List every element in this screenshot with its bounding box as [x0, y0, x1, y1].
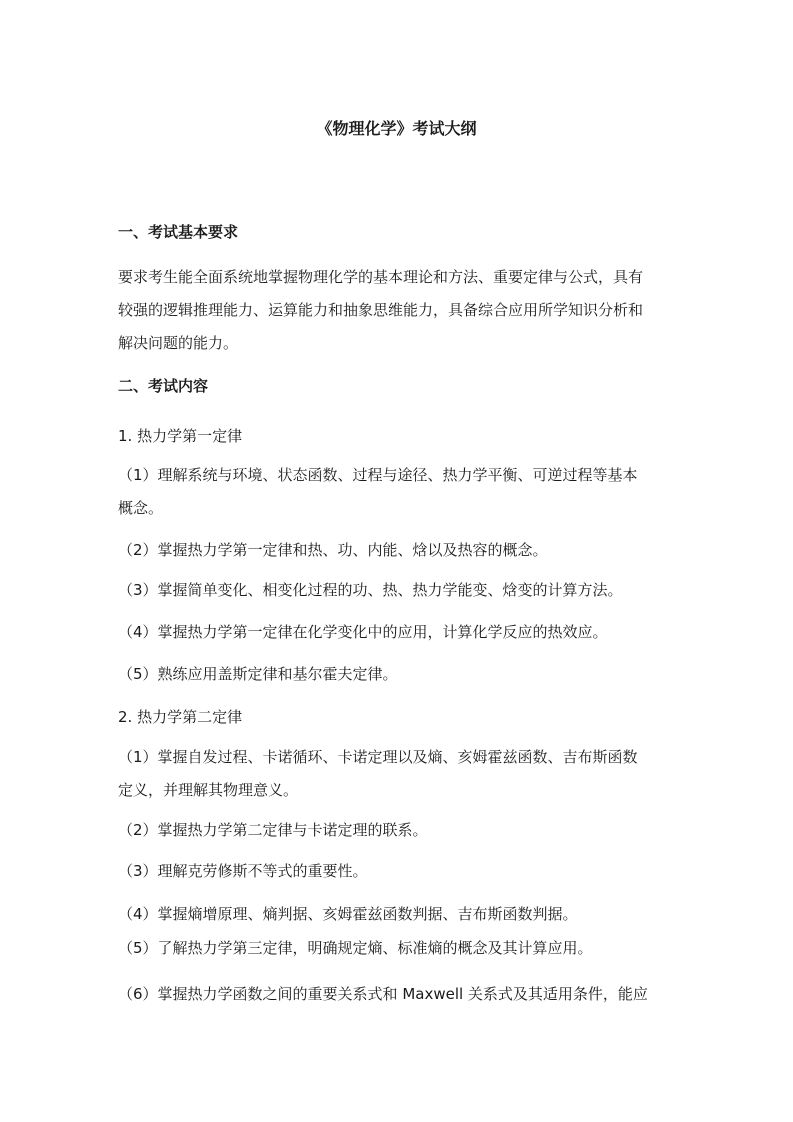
list-item [118, 741, 676, 807]
list-item: （3）理解克劳修斯不等式的重要性。 [118, 862, 368, 880]
list-item: （2）掌握热力学第一定律和热、功、内能、焓以及热容的概念。 [118, 541, 548, 559]
list-item [118, 459, 676, 525]
list-item: （4）掌握熵增原理、熵判据、亥姆霍兹函数判据、吉布斯函数判据。 [118, 905, 578, 923]
document-title: 《物理化学》考试大纲 [316, 119, 477, 138]
list-item-line: 概念。 [118, 499, 164, 517]
list-item-line: 定义，并理解其物理意义。 [118, 781, 299, 799]
list-item: （6）掌握热力学函数之间的重要关系式和 Maxwell 关系式及其适用条件，能应 [118, 985, 648, 1003]
paragraph-line: 解决问题的能力。 [118, 334, 239, 352]
list-item: （5）熟练应用盖斯定律和基尔霍夫定律。 [118, 665, 398, 683]
section-heading-content: 二、考试内容 [118, 377, 209, 395]
list-item: （5）了解热力学第三定律，明确规定熵、标准熵的概念及其计算应用。 [118, 939, 593, 957]
requirements-paragraph [118, 261, 676, 360]
paragraph-line: 较强的逻辑推理能力、运算能力和抽象思维能力，具备综合应用所学知识分析和 [118, 301, 644, 319]
list-item: （4）掌握热力学第一定律在化学变化中的应用，计算化学反应的热效应。 [118, 623, 608, 641]
subsection-title-second-law: 2. 热力学第二定律 [118, 708, 243, 726]
section-heading-requirements: 一、考试基本要求 [118, 223, 239, 241]
list-item-line: （1）理解系统与环境、状态函数、过程与途径、热力学平衡、可逆过程等基本 [118, 466, 638, 484]
list-item-line: （1）掌握自发过程、卡诺循环、卡诺定理以及熵、亥姆霍兹函数、吉布斯函数 [118, 748, 638, 766]
subsection-title-first-law: 1. 热力学第一定律 [118, 427, 243, 445]
list-item: （2）掌握热力学第二定律与卡诺定理的联系。 [118, 821, 428, 839]
list-item: （3）掌握简单变化、相变化过程的功、热、热力学能变、焓变的计算方法。 [118, 581, 623, 599]
paragraph-line: 要求考生能全面系统地掌握物理化学的基本理论和方法、重要定律与公式，具有 [118, 268, 644, 286]
